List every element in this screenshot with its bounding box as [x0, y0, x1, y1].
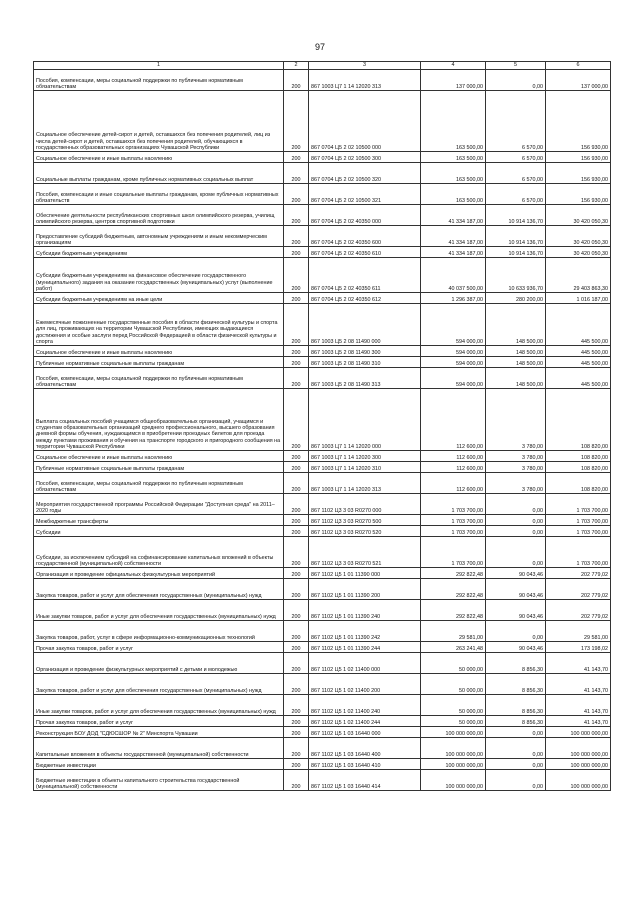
row-approved-amount: 163 500,00	[421, 163, 486, 184]
column-number: 4	[421, 62, 486, 70]
row-name: Закупка товаров, работ и услуг для обеспечения государственных (муниципальных) нужд	[34, 579, 284, 600]
row-approved-amount: 163 500,00	[421, 184, 486, 205]
table-row	[34, 357, 611, 368]
row-budget-classification-code: 867 1102 Ц5 1 01 11390 240	[309, 600, 421, 621]
row-executed-amount: 6 570,00	[486, 152, 546, 163]
row-executed-amount: 90 043,46	[486, 568, 546, 579]
table-row	[34, 579, 611, 600]
row-name: Реконструкция БОУ ДОД "СДЮСШОР № 2" Минспорта Чувашии	[34, 727, 284, 738]
row-unexecuted-amount: 108 820,00	[546, 451, 611, 462]
table-row	[34, 494, 611, 515]
row-executed-amount: 90 043,46	[486, 600, 546, 621]
row-budget-classification-code: 867 1003 Ц5 2 08 11490 313	[309, 368, 421, 389]
row-name: Мероприятия государственной программы Российской Федерации "Доступная среда" на 2011–2020 годы	[34, 494, 284, 515]
table-row	[34, 346, 611, 357]
table-row	[34, 674, 611, 695]
row-budget-classification-code: 867 1102 Ц5 1 03 16440 400	[309, 738, 421, 759]
table-row	[34, 247, 611, 258]
row-unexecuted-amount: 173 198,02	[546, 642, 611, 653]
row-approved-amount: 100 000 000,00	[421, 759, 486, 770]
row-budget-classification-code: 867 1003 Ц7 1 14 12020 000	[309, 389, 421, 451]
row-name: Пособия, компенсации, меры социальной поддержки по публичным нормативным обязательствам	[34, 70, 284, 91]
row-line-code: 200	[284, 600, 309, 621]
column-number: 2	[284, 62, 309, 70]
row-budget-classification-code: 867 1102 Ц3 3 03 R0270 500	[309, 515, 421, 526]
row-name: Межбюджетные трансферты	[34, 515, 284, 526]
row-line-code: 200	[284, 621, 309, 642]
table-row	[34, 537, 611, 568]
row-name: Закупка товаров, работ и услуг для обеспечения государственных (муниципальных) нужд	[34, 674, 284, 695]
row-budget-classification-code: 867 1102 Ц5 1 01 11390 000	[309, 568, 421, 579]
column-number: 1	[34, 62, 284, 70]
row-line-code: 200	[284, 293, 309, 304]
row-unexecuted-amount: 108 820,00	[546, 473, 611, 494]
table-row	[34, 727, 611, 738]
table-row	[34, 368, 611, 389]
row-approved-amount: 41 334 187,00	[421, 226, 486, 247]
row-budget-classification-code: 867 0704 Ц5 2 02 40350 610	[309, 247, 421, 258]
row-approved-amount: 1 703 700,00	[421, 494, 486, 515]
row-budget-classification-code: 867 1102 Ц5 1 03 16440 000	[309, 727, 421, 738]
row-budget-classification-code: 867 0704 Ц5 2 02 40350 000	[309, 205, 421, 226]
row-executed-amount: 0,00	[486, 727, 546, 738]
row-executed-amount: 0,00	[486, 70, 546, 91]
row-line-code: 200	[284, 70, 309, 91]
row-name: Субсидии	[34, 526, 284, 537]
row-unexecuted-amount: 156 930,00	[546, 91, 611, 152]
row-executed-amount: 8 856,30	[486, 695, 546, 716]
row-budget-classification-code: 867 1102 Ц5 1 03 16440 414	[309, 770, 421, 791]
row-name: Субсидии бюджетным учреждениям	[34, 247, 284, 258]
row-budget-classification-code: 867 1003 Ц5 2 08 11490 310	[309, 357, 421, 368]
row-name: Закупка товаров, работ, услуг в сфере информационно-коммуникационных технологий	[34, 621, 284, 642]
row-executed-amount: 8 856,30	[486, 653, 546, 674]
row-name: Субсидии бюджетным учреждениям на иные цели	[34, 293, 284, 304]
row-name: Прочая закупка товаров, работ и услуг	[34, 642, 284, 653]
table-row	[34, 451, 611, 462]
table-row	[34, 304, 611, 346]
row-executed-amount: 3 780,00	[486, 451, 546, 462]
row-approved-amount: 137 000,00	[421, 70, 486, 91]
row-line-code: 200	[284, 346, 309, 357]
table-row	[34, 526, 611, 537]
row-line-code: 200	[284, 91, 309, 152]
row-unexecuted-amount: 108 820,00	[546, 462, 611, 473]
column-number: 3	[309, 62, 421, 70]
row-approved-amount: 263 241,48	[421, 642, 486, 653]
row-budget-classification-code: 867 1102 Ц5 1 01 11390 244	[309, 642, 421, 653]
row-name: Субсидии, за исключением субсидий на софинансирование капитальных вложений в объекты государственной (муниципальной) собственности	[34, 537, 284, 568]
row-executed-amount: 0,00	[486, 537, 546, 568]
row-budget-classification-code: 867 1102 Ц5 1 02 11400 240	[309, 695, 421, 716]
row-approved-amount: 112 600,00	[421, 389, 486, 451]
row-name: Субсидии бюджетным учреждениям на финансовое обеспечение государственного (муниципального) задания на оказание государственных (муниципальных) услуг (выполнение работ)	[34, 258, 284, 293]
row-unexecuted-amount: 1 703 700,00	[546, 537, 611, 568]
table-row	[34, 653, 611, 674]
row-line-code: 200	[284, 568, 309, 579]
row-budget-classification-code: 867 1102 Ц5 1 01 11390 200	[309, 579, 421, 600]
row-line-code: 200	[284, 727, 309, 738]
row-budget-classification-code: 867 1102 Ц5 1 01 11390 242	[309, 621, 421, 642]
row-line-code: 200	[284, 738, 309, 759]
row-approved-amount: 292 822,48	[421, 568, 486, 579]
row-line-code: 200	[284, 184, 309, 205]
row-approved-amount: 163 500,00	[421, 91, 486, 152]
row-approved-amount: 1 296 387,00	[421, 293, 486, 304]
row-executed-amount: 6 570,00	[486, 91, 546, 152]
row-budget-classification-code: 867 0704 Ц5 2 02 40350 612	[309, 293, 421, 304]
row-unexecuted-amount: 1 703 700,00	[546, 526, 611, 537]
table-row	[34, 770, 611, 791]
row-line-code: 200	[284, 770, 309, 791]
row-executed-amount: 10 914 136,70	[486, 226, 546, 247]
row-executed-amount: 10 914 136,70	[486, 205, 546, 226]
row-line-code: 200	[284, 163, 309, 184]
row-executed-amount: 10 914 136,70	[486, 247, 546, 258]
row-approved-amount: 112 600,00	[421, 451, 486, 462]
row-executed-amount: 148 500,00	[486, 346, 546, 357]
row-name: Бюджетные инвестиции	[34, 759, 284, 770]
row-approved-amount: 292 822,48	[421, 600, 486, 621]
table-row	[34, 695, 611, 716]
row-budget-classification-code: 867 1102 Ц5 1 03 16440 410	[309, 759, 421, 770]
row-line-code: 200	[284, 451, 309, 462]
row-name: Социальные выплаты гражданам, кроме публичных нормативных социальных выплат	[34, 163, 284, 184]
row-approved-amount: 41 334 187,00	[421, 247, 486, 258]
row-name: Публичные нормативные социальные выплаты гражданам	[34, 462, 284, 473]
table-row	[34, 389, 611, 451]
row-approved-amount: 594 000,00	[421, 368, 486, 389]
row-unexecuted-amount: 445 500,00	[546, 368, 611, 389]
row-executed-amount: 0,00	[486, 759, 546, 770]
row-budget-classification-code: 867 1003 Ц7 1 14 12020 313	[309, 473, 421, 494]
row-line-code: 200	[284, 357, 309, 368]
table-row	[34, 163, 611, 184]
row-name: Иные закупки товаров, работ и услуг для обеспечения государственных (муниципальных) нужд	[34, 600, 284, 621]
row-approved-amount: 29 581,00	[421, 621, 486, 642]
row-budget-classification-code: 867 1003 Ц7 1 14 12020 310	[309, 462, 421, 473]
row-budget-classification-code: 867 1003 Ц7 1 14 12020 300	[309, 451, 421, 462]
row-approved-amount: 50 000,00	[421, 695, 486, 716]
row-approved-amount: 40 037 500,00	[421, 258, 486, 293]
row-line-code: 200	[284, 515, 309, 526]
row-executed-amount: 90 043,46	[486, 579, 546, 600]
column-number: 5	[486, 62, 546, 70]
row-approved-amount: 112 600,00	[421, 462, 486, 473]
row-executed-amount: 6 570,00	[486, 184, 546, 205]
row-unexecuted-amount: 108 820,00	[546, 389, 611, 451]
page-number: 97	[314, 42, 325, 52]
row-unexecuted-amount: 41 143,70	[546, 695, 611, 716]
row-name: Социальное обеспечение детей-сирот и детей, оставшихся без попечения родителей, лиц из числа детей-сирот и детей, оставшихся без попечения родителей, обучающихся в государственных образовательных организациях Чувашской Республики	[34, 91, 284, 152]
row-approved-amount: 100 000 000,00	[421, 770, 486, 791]
row-line-code: 200	[284, 653, 309, 674]
row-name: Социальное обеспечение и иные выплаты населению	[34, 346, 284, 357]
table-row	[34, 515, 611, 526]
table-row	[34, 293, 611, 304]
row-name: Пособия, компенсации, меры социальной поддержки по публичным нормативным обязательствам	[34, 368, 284, 389]
row-budget-classification-code: 867 1102 Ц3 3 03 R0270 521	[309, 537, 421, 568]
row-unexecuted-amount: 445 500,00	[546, 346, 611, 357]
table-row	[34, 738, 611, 759]
row-budget-classification-code: 867 0704 Ц5 2 02 10500 320	[309, 163, 421, 184]
row-line-code: 200	[284, 674, 309, 695]
row-line-code: 200	[284, 226, 309, 247]
row-unexecuted-amount: 202 779,02	[546, 568, 611, 579]
row-budget-classification-code: 867 1003 Ц7 1 14 12020 313	[309, 70, 421, 91]
row-budget-classification-code: 867 1102 Ц3 3 03 R0270 520	[309, 526, 421, 537]
row-unexecuted-amount: 41 143,70	[546, 674, 611, 695]
row-unexecuted-amount: 30 420 050,30	[546, 205, 611, 226]
row-name: Бюджетные инвестиции в объекты капитального строительства государственной (муниципальной) собственности	[34, 770, 284, 791]
row-executed-amount: 148 500,00	[486, 368, 546, 389]
row-executed-amount: 8 856,30	[486, 716, 546, 727]
row-unexecuted-amount: 1 703 700,00	[546, 494, 611, 515]
row-approved-amount: 1 703 700,00	[421, 526, 486, 537]
row-unexecuted-amount: 202 779,02	[546, 600, 611, 621]
row-approved-amount: 50 000,00	[421, 716, 486, 727]
budget-execution-table	[33, 61, 611, 791]
table-row	[34, 205, 611, 226]
row-unexecuted-amount: 30 420 050,30	[546, 226, 611, 247]
row-budget-classification-code: 867 0704 Ц5 2 02 10500 000	[309, 91, 421, 152]
column-number: 6	[546, 62, 611, 70]
row-line-code: 200	[284, 716, 309, 727]
row-budget-classification-code: 867 1102 Ц5 1 02 11400 244	[309, 716, 421, 727]
row-budget-classification-code: 867 1102 Ц5 1 02 11400 000	[309, 653, 421, 674]
row-unexecuted-amount: 1 703 700,00	[546, 515, 611, 526]
row-line-code: 200	[284, 304, 309, 346]
row-unexecuted-amount: 29 403 863,30	[546, 258, 611, 293]
table-row	[34, 226, 611, 247]
row-name: Организация и проведение официальных физкультурных мероприятий	[34, 568, 284, 579]
row-approved-amount: 1 703 700,00	[421, 515, 486, 526]
row-approved-amount: 50 000,00	[421, 653, 486, 674]
row-budget-classification-code: 867 1102 Ц3 3 03 R0270 000	[309, 494, 421, 515]
row-approved-amount: 163 500,00	[421, 152, 486, 163]
row-approved-amount: 41 334 187,00	[421, 205, 486, 226]
row-executed-amount: 6 570,00	[486, 163, 546, 184]
row-name: Обеспечение деятельности республиканских спортивных школ олимпийского резерва, училищ олимпийского резерва, центров спортивной подготовки	[34, 205, 284, 226]
row-name: Капитальные вложения в объекты государственной (муниципальной) собственности	[34, 738, 284, 759]
row-approved-amount: 100 000 000,00	[421, 727, 486, 738]
row-line-code: 200	[284, 642, 309, 653]
row-executed-amount: 0,00	[486, 515, 546, 526]
row-unexecuted-amount: 156 930,00	[546, 184, 611, 205]
row-unexecuted-amount: 202 779,02	[546, 579, 611, 600]
row-approved-amount: 112 600,00	[421, 473, 486, 494]
table-row	[34, 642, 611, 653]
table-row	[34, 462, 611, 473]
row-line-code: 200	[284, 579, 309, 600]
row-approved-amount: 100 000 000,00	[421, 738, 486, 759]
row-executed-amount: 0,00	[486, 770, 546, 791]
table-row	[34, 152, 611, 163]
row-executed-amount: 0,00	[486, 738, 546, 759]
row-unexecuted-amount: 1 016 187,00	[546, 293, 611, 304]
row-unexecuted-amount: 41 143,70	[546, 716, 611, 727]
row-approved-amount: 594 000,00	[421, 346, 486, 357]
row-name: Ежемесячные пожизненные государственные пособия в области физической культуры и спорта для лиц, проживающих на территории Чувашской Республики, имеющих выдающиеся достижения и особые заслуги перед Российской Федерацией в области физической культуры и спорта	[34, 304, 284, 346]
table-row	[34, 184, 611, 205]
row-line-code: 200	[284, 258, 309, 293]
row-budget-classification-code: 867 1102 Ц5 1 02 11400 200	[309, 674, 421, 695]
row-unexecuted-amount: 156 930,00	[546, 152, 611, 163]
row-approved-amount: 292 822,48	[421, 579, 486, 600]
row-name: Прочая закупка товаров, работ и услуг	[34, 716, 284, 727]
table-row	[34, 621, 611, 642]
table-row	[34, 91, 611, 152]
row-budget-classification-code: 867 1003 Ц5 2 08 11490 300	[309, 346, 421, 357]
table-row	[34, 473, 611, 494]
row-executed-amount: 10 633 936,70	[486, 258, 546, 293]
table-row	[34, 716, 611, 727]
row-line-code: 200	[284, 759, 309, 770]
row-unexecuted-amount: 100 000 000,00	[546, 770, 611, 791]
row-unexecuted-amount: 100 000 000,00	[546, 759, 611, 770]
row-name: Пособия, компенсации, меры социальной поддержки по публичным нормативным обязательствам	[34, 473, 284, 494]
row-executed-amount: 0,00	[486, 621, 546, 642]
row-approved-amount: 594 000,00	[421, 304, 486, 346]
row-line-code: 200	[284, 526, 309, 537]
row-name: Пособия, компенсации и иные социальные выплаты гражданам, кроме публичных нормативных обязательств	[34, 184, 284, 205]
table-row	[34, 568, 611, 579]
row-executed-amount: 0,00	[486, 494, 546, 515]
row-budget-classification-code: 867 0704 Ц5 2 02 40350 600	[309, 226, 421, 247]
row-budget-classification-code: 867 0704 Ц5 2 02 40350 611	[309, 258, 421, 293]
row-unexecuted-amount: 100 000 000,00	[546, 727, 611, 738]
row-unexecuted-amount: 445 500,00	[546, 304, 611, 346]
row-name: Предоставление субсидий бюджетным, автономным учреждениям и иным некоммерческим организациям	[34, 226, 284, 247]
row-name: Иные закупки товаров, работ и услуг для обеспечения государственных (муниципальных) нужд	[34, 695, 284, 716]
row-name: Публичные нормативные социальные выплаты гражданам	[34, 357, 284, 368]
row-name: Выплата социальных пособий учащимся общеобразовательных организаций, учащимся и студентам образовательных организаций среднего профессионального, высшего образования дневной формы обучения, нуждающимся в приобретении проездных билетов для проезда между пунктами проживания и обучения на транспорте городского и пригородного сообщения на территории Чувашской Республики	[34, 389, 284, 451]
row-budget-classification-code: 867 0704 Ц5 2 02 10500 300	[309, 152, 421, 163]
row-unexecuted-amount: 100 000 000,00	[546, 738, 611, 759]
row-line-code: 200	[284, 462, 309, 473]
table-row	[34, 600, 611, 621]
row-unexecuted-amount: 445 500,00	[546, 357, 611, 368]
row-unexecuted-amount: 29 581,00	[546, 621, 611, 642]
table-row	[34, 70, 611, 91]
row-line-code: 200	[284, 537, 309, 568]
row-executed-amount: 0,00	[486, 526, 546, 537]
row-executed-amount: 3 780,00	[486, 462, 546, 473]
table-row	[34, 258, 611, 293]
row-executed-amount: 280 200,00	[486, 293, 546, 304]
row-approved-amount: 1 703 700,00	[421, 537, 486, 568]
row-executed-amount: 3 780,00	[486, 473, 546, 494]
row-name: Социальное обеспечение и иные выплаты населению	[34, 451, 284, 462]
row-name: Организация и проведение физкультурных мероприятий с детьми и молодежью	[34, 653, 284, 674]
row-executed-amount: 148 500,00	[486, 304, 546, 346]
row-line-code: 200	[284, 494, 309, 515]
row-budget-classification-code: 867 0704 Ц5 2 02 10500 321	[309, 184, 421, 205]
row-unexecuted-amount: 30 420 050,30	[546, 247, 611, 258]
row-line-code: 200	[284, 247, 309, 258]
row-executed-amount: 3 780,00	[486, 389, 546, 451]
column-number-header-row	[34, 62, 611, 70]
row-line-code: 200	[284, 205, 309, 226]
row-unexecuted-amount: 156 930,00	[546, 163, 611, 184]
row-executed-amount: 90 043,46	[486, 642, 546, 653]
table-row	[34, 759, 611, 770]
row-unexecuted-amount: 137 000,00	[546, 70, 611, 91]
row-approved-amount: 594 000,00	[421, 357, 486, 368]
row-executed-amount: 148 500,00	[486, 357, 546, 368]
row-name: Социальное обеспечение и иные выплаты населению	[34, 152, 284, 163]
row-line-code: 200	[284, 152, 309, 163]
row-approved-amount: 50 000,00	[421, 674, 486, 695]
row-unexecuted-amount: 41 143,70	[546, 653, 611, 674]
row-line-code: 200	[284, 368, 309, 389]
row-budget-classification-code: 867 1003 Ц5 2 08 11490 000	[309, 304, 421, 346]
row-line-code: 200	[284, 473, 309, 494]
row-line-code: 200	[284, 695, 309, 716]
row-line-code: 200	[284, 389, 309, 451]
row-executed-amount: 8 856,30	[486, 674, 546, 695]
